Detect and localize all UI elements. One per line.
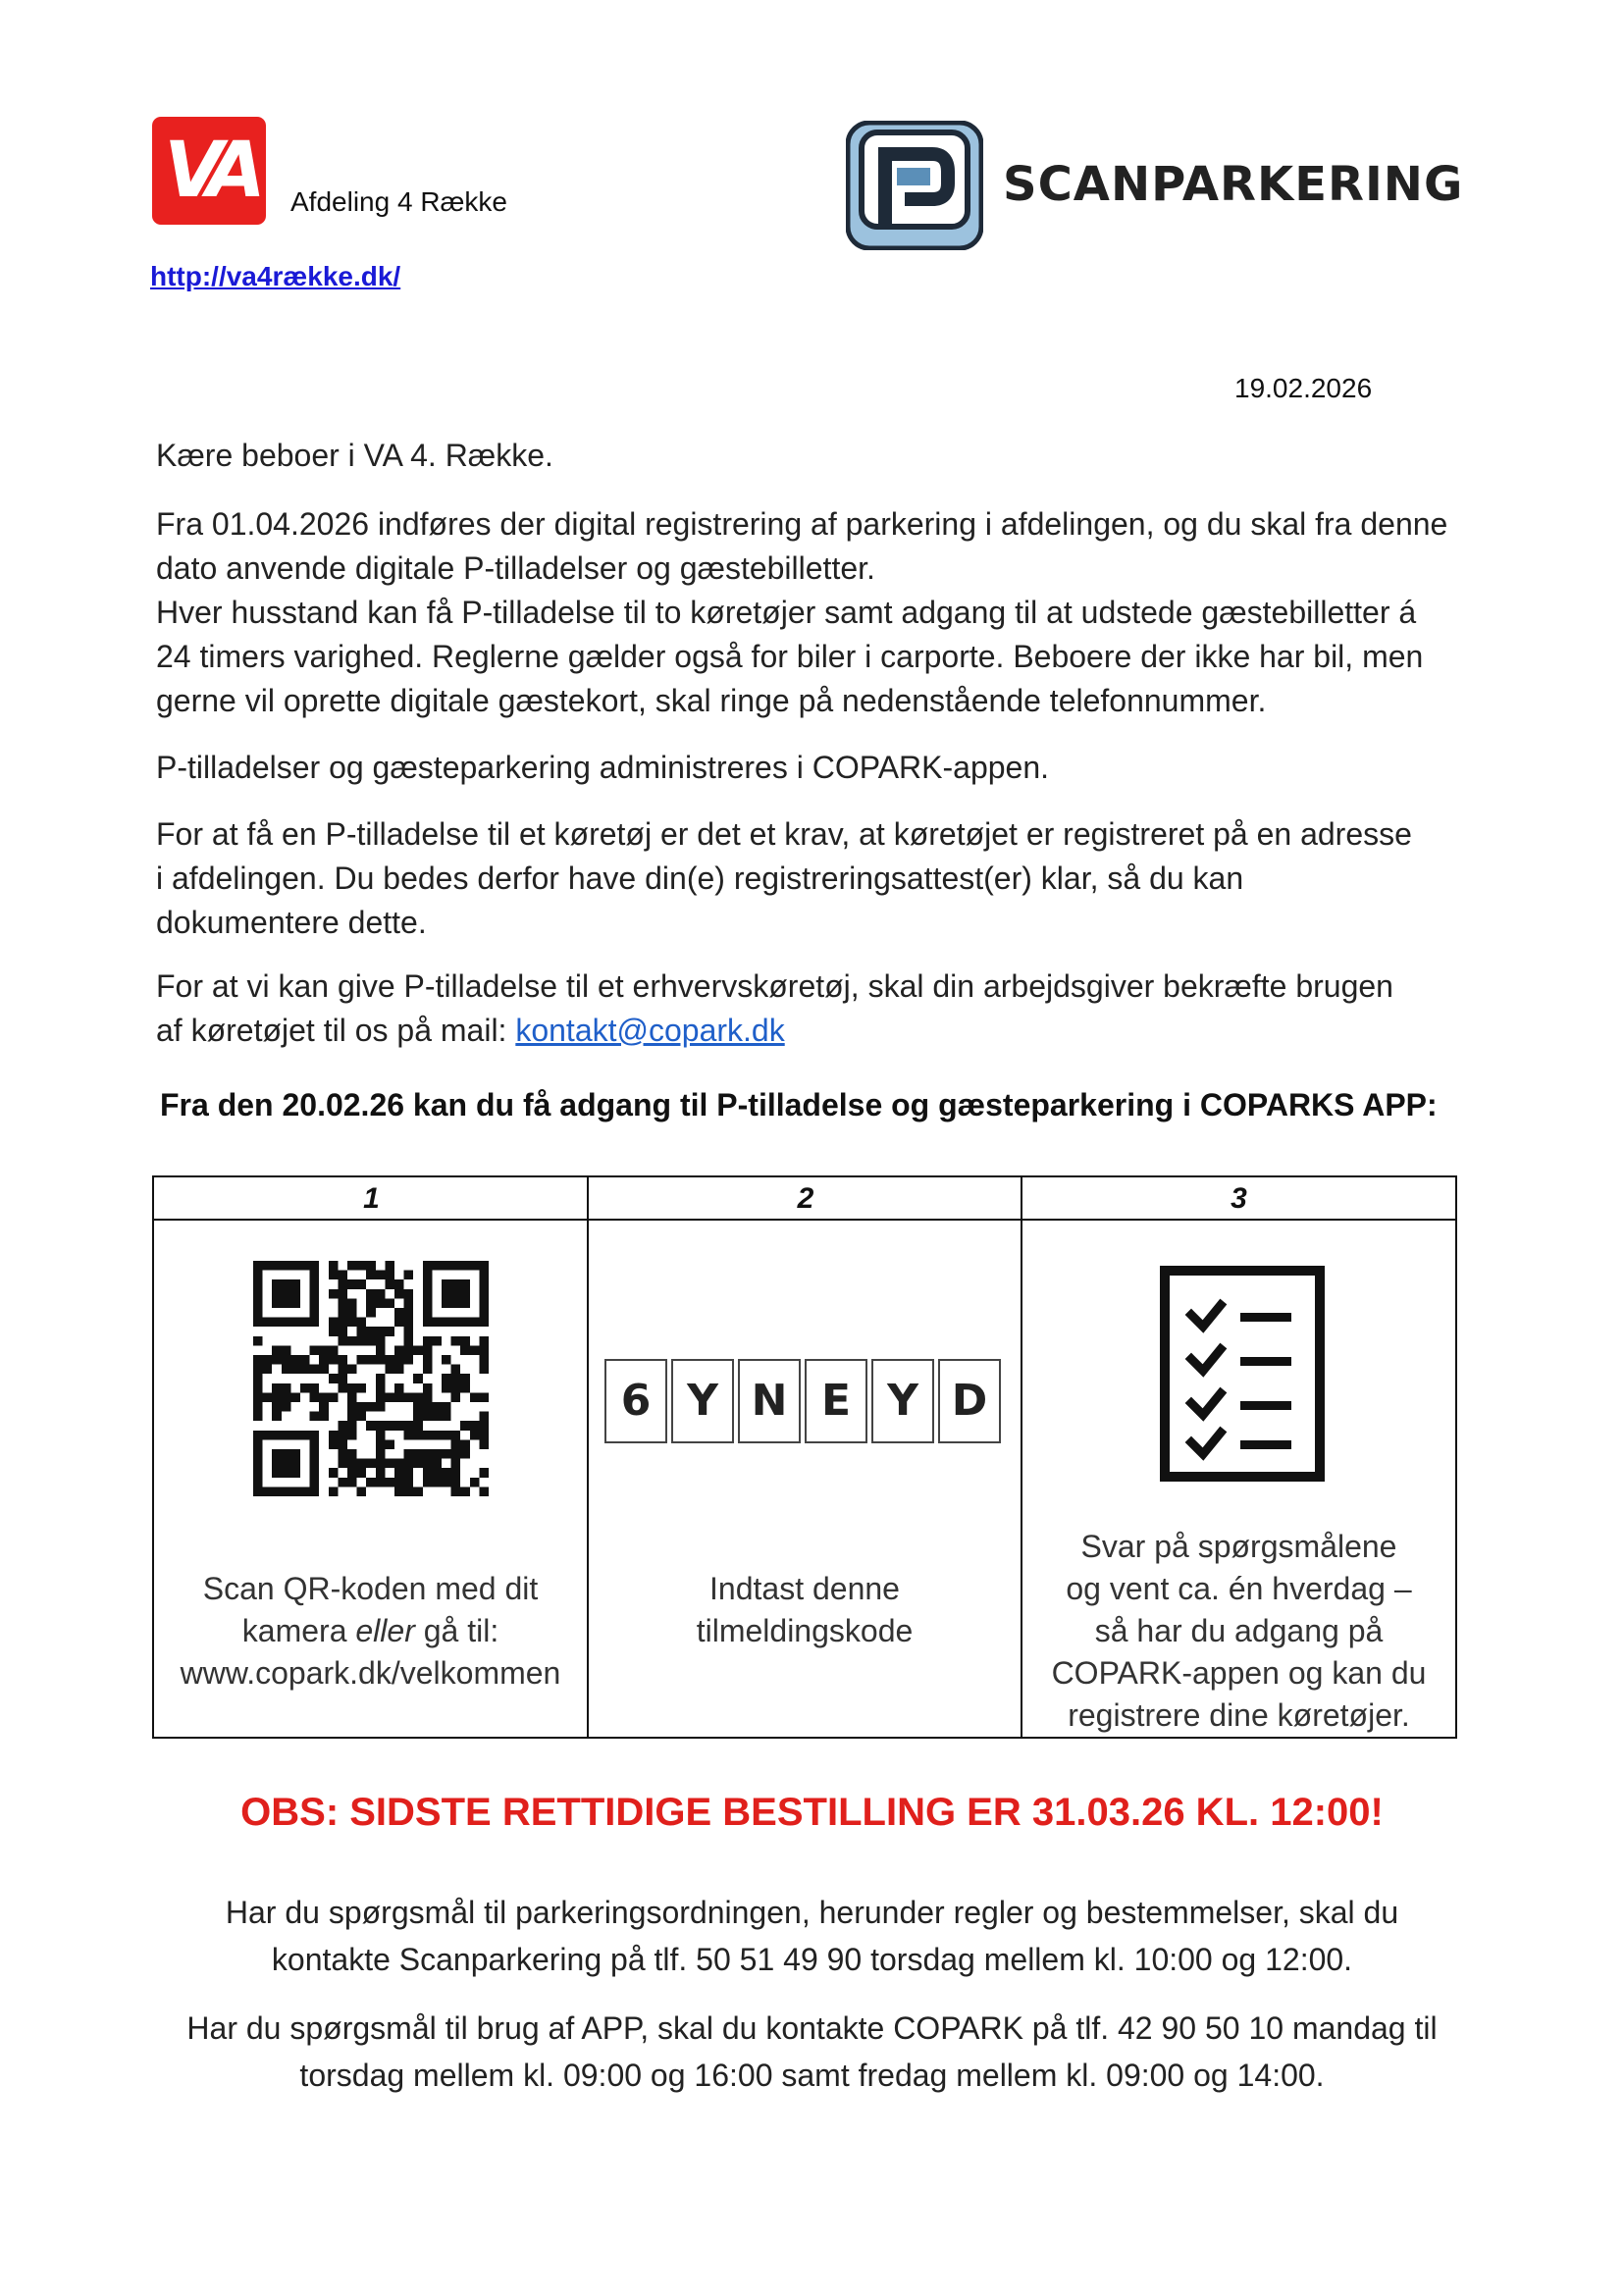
text-span: gå til: — [414, 1613, 499, 1648]
text-line: og vent ca. én hverdag – — [1066, 1571, 1412, 1606]
paragraph-intro — [156, 502, 1491, 723]
code-char-box: E — [805, 1359, 867, 1443]
text-line: Har du spørgsmål til brug af APP, skal du kontakte COPARK på tlf. 42 90 50 10 mandag til — [186, 2010, 1438, 2046]
code-char-box: N — [738, 1359, 801, 1443]
text-line: registrere dine køretøjer. — [1068, 1697, 1410, 1733]
checklist-icon — [1160, 1266, 1325, 1482]
step-3-header: 3 — [1022, 1177, 1455, 1221]
contact-scanparkering — [0, 1889, 1624, 1983]
text-line: Har du spørgsmål til parkeringsordningen, herunder regler og bestemmelser, skal du — [225, 1895, 1399, 1930]
text-span: kamera — [241, 1613, 356, 1648]
step-1-caption — [154, 1568, 587, 1695]
text-line: Scan QR-koden med dit — [202, 1571, 539, 1606]
scanparkering-logo-text: SCANPARKERING — [1003, 157, 1464, 212]
text-line: tilmeldingskode — [696, 1613, 914, 1648]
text-line: Svar på spørgsmålene — [1080, 1529, 1397, 1564]
va-logo-text: VA — [164, 127, 254, 215]
code-char-box: Y — [871, 1359, 934, 1443]
deadline-notice: OBS: SIDSTE RETTIDIGE BESTILLING ER 31.03.26 KL. 12:00! — [240, 1791, 1384, 1834]
text-line: For at få en P-tilladelse til et køretøj er det et krav, at køretøjet er registreret på en adresse — [156, 816, 1412, 852]
text-line — [154, 1610, 587, 1652]
department-name: Afdeling 4 Række — [290, 186, 508, 217]
text-span: af køretøjet til os på mail: — [156, 1013, 516, 1048]
letter-date: 19.02.2026 — [1234, 373, 1373, 403]
text-line: COPARK-appen og kan du — [1051, 1655, 1427, 1691]
va-logo-icon — [152, 117, 266, 225]
instructions-title: Fra den 20.02.26 kan du få adgang til P-tilladelse og gæsteparkering i COPARKS APP: — [160, 1087, 1438, 1122]
website-link[interactable]: http://va4række.dk/ — [150, 261, 401, 291]
paragraph-requirements — [156, 812, 1491, 945]
text-line: Fra 01.04.2026 indføres der digital registrering af parkering i afdelingen, og du skal fra denne — [156, 506, 1448, 542]
step-3-caption — [1022, 1526, 1455, 1737]
text-line: 24 timers varighed. Reglerne gælder også for biler i carporte. Beboere der ikke har bil, men — [156, 639, 1424, 674]
text-line: For at vi kan give P-tilladelse til et erhvervskøretøj, skal din arbejdsgiver bekræfte brugen — [156, 968, 1393, 1004]
text-line: Indtast denne — [709, 1571, 900, 1606]
text-emphasis: eller — [355, 1613, 415, 1648]
text-line: torsdag mellem kl. 09:00 og 16:00 samt fredag mellem kl. 09:00 og 14:00. — [299, 2058, 1325, 2093]
text-line: Hver husstand kan få P-tilladelse til to køretøjer samt adgang til at udstede gæstebilletter á — [156, 595, 1417, 630]
text-line: dato anvende digitale P-tilladelser og gæstebilletter. — [156, 550, 875, 586]
text-line: www.copark.dk/velkommen — [180, 1655, 561, 1691]
text-line: i afdelingen. Du bedes derfor have din(e) registreringsattest(er) klar, så du kan — [156, 861, 1244, 896]
code-char-box: 6 — [604, 1359, 667, 1443]
text-line — [156, 1009, 1491, 1053]
paragraph-app: P-tilladelser og gæsteparkering administreres i COPARK-appen. — [156, 750, 1050, 785]
column-divider — [587, 1177, 589, 1737]
contact-copark — [0, 2005, 1624, 2099]
step-1-header: 1 — [154, 1177, 589, 1221]
text-line: gerne vil oprette digitale gæstekort, skal ringe på nedenstående telefonnummer. — [156, 683, 1267, 718]
step-2-caption — [589, 1568, 1021, 1652]
greeting: Kære beboer i VA 4. Række. — [156, 438, 553, 473]
scanparkering-logo-icon — [846, 121, 983, 250]
code-char-box: Y — [671, 1359, 734, 1443]
email-link[interactable]: kontakt@copark.dk — [515, 1013, 785, 1048]
code-char-box: D — [938, 1359, 1001, 1443]
text-line: så har du adgang på — [1094, 1613, 1384, 1648]
paragraph-commercial — [156, 965, 1491, 1053]
qr-code-icon — [253, 1261, 489, 1496]
text-line: dokumentere dette. — [156, 905, 427, 940]
step-2-header: 2 — [589, 1177, 1022, 1221]
text-line: kontakte Scanparkering på tlf. 50 51 49 90 torsdag mellem kl. 10:00 og 12:00. — [271, 1942, 1353, 1977]
